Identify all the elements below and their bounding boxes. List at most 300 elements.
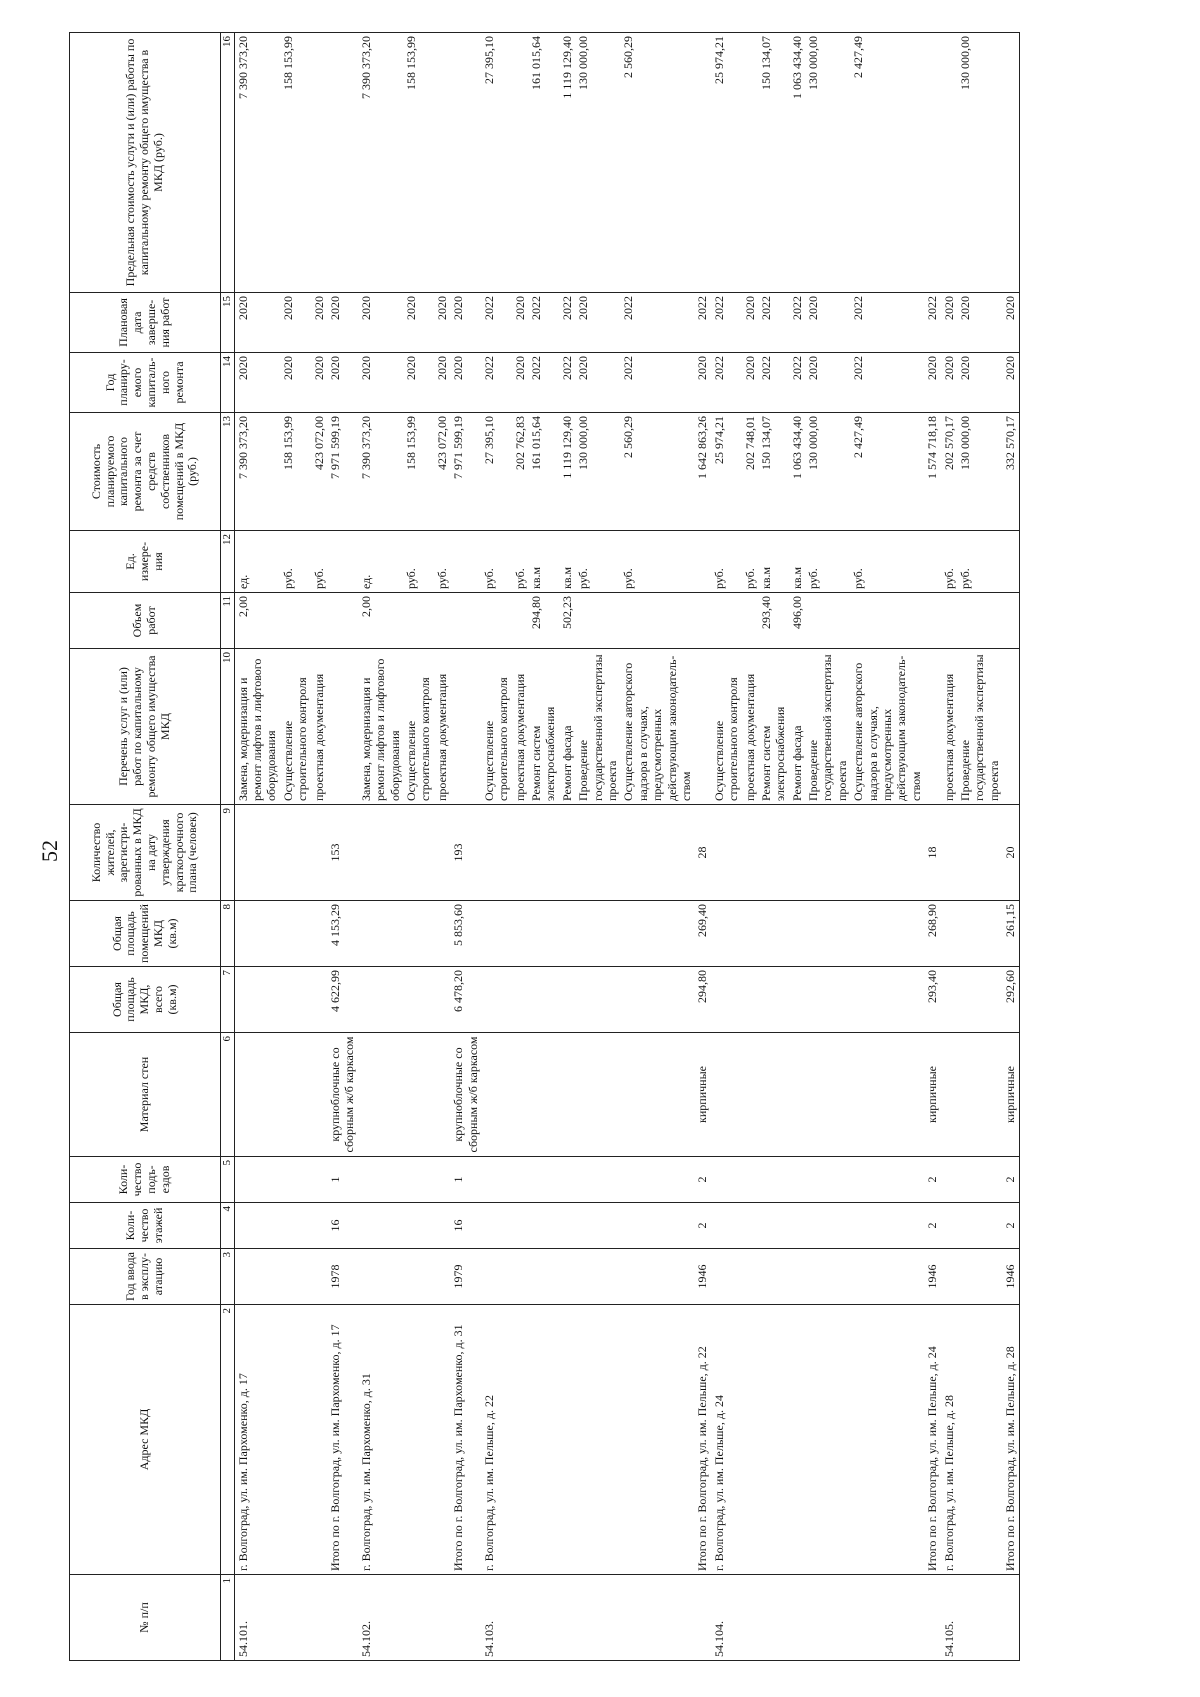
cell-col-14: 2020 xyxy=(1002,353,1019,413)
column-header-2: Адрес МКД xyxy=(70,1305,221,1575)
cell-col-13: 2 560,29 xyxy=(620,413,694,531)
column-number-14: 14 xyxy=(221,353,235,413)
cell-col-6 xyxy=(280,1033,311,1157)
cell-col-15: 2020 xyxy=(434,293,450,353)
cell-col-4 xyxy=(957,1203,1002,1249)
cell-col-14: 2020 xyxy=(327,353,358,413)
cell-col-13: 1 642 863,26 xyxy=(694,413,710,531)
column-number-15: 15 xyxy=(221,293,235,353)
cell-col-11 xyxy=(850,593,924,649)
cell-col-10 xyxy=(694,649,710,805)
cell-col-9 xyxy=(758,805,789,901)
table-row xyxy=(711,33,742,1661)
cell-col-14: 2020 xyxy=(234,353,280,413)
table-row xyxy=(850,33,924,1661)
cell-col-7 xyxy=(941,967,957,1033)
cell-col-5 xyxy=(358,1157,403,1203)
cell-col-8: 261,15 xyxy=(1002,901,1019,967)
cell-col-5 xyxy=(850,1157,924,1203)
cell-col-10: Ремонт систем электроснабжения xyxy=(528,649,559,805)
cell-col-1 xyxy=(742,1575,758,1661)
cell-col-11 xyxy=(620,593,694,649)
cell-col-11 xyxy=(924,593,940,649)
column-number-16: 16 xyxy=(221,33,235,293)
column-number-8: 8 xyxy=(221,901,235,967)
cell-col-13: 158 153,99 xyxy=(280,413,311,531)
cell-col-2: Итого по г. Волгоград, ул. им. Пельше, д. 28 xyxy=(1002,1305,1019,1575)
cell-col-5 xyxy=(620,1157,694,1203)
cell-col-3 xyxy=(311,1249,327,1305)
cell-col-16: 130 000,00 xyxy=(575,33,620,293)
cell-col-10: Осуществление авторского надзора в случаях, предусмотренных действующим законодатель-ством xyxy=(620,649,694,805)
cell-col-9 xyxy=(311,805,327,901)
cell-col-7 xyxy=(789,967,805,1033)
cell-col-8 xyxy=(575,901,620,967)
cell-col-4 xyxy=(742,1203,758,1249)
cell-col-9 xyxy=(941,805,957,901)
cell-col-7: 6 478,20 xyxy=(450,967,481,1033)
cell-col-1 xyxy=(559,1575,575,1661)
cell-col-2: г. Волгоград, ул. им. Пархоменко, д. 31 xyxy=(358,1305,403,1575)
cell-col-11: 294,80 xyxy=(528,593,559,649)
cell-col-12: кв.м xyxy=(559,531,575,593)
cell-col-16: 1 119 129,40 xyxy=(559,33,575,293)
cell-col-15: 2022 xyxy=(620,293,694,353)
cell-col-9 xyxy=(559,805,575,901)
cell-col-10: Ремонт систем электроснабжения xyxy=(758,649,789,805)
cell-col-10 xyxy=(450,649,481,805)
table-row xyxy=(789,33,805,1661)
cell-col-9 xyxy=(403,805,434,901)
cell-col-4: 2 xyxy=(694,1203,710,1249)
cell-col-15: 2022 xyxy=(528,293,559,353)
cell-col-13: 1 063 434,40 xyxy=(789,413,805,531)
cell-col-8: 4 153,29 xyxy=(327,901,358,967)
cell-col-12: кв.м xyxy=(528,531,559,593)
cell-col-14: 2022 xyxy=(528,353,559,413)
cell-col-5 xyxy=(941,1157,957,1203)
cell-col-10: проектная документация xyxy=(434,649,450,805)
cell-col-2 xyxy=(311,1305,327,1575)
total-row xyxy=(327,33,358,1661)
cell-col-15: 2022 xyxy=(758,293,789,353)
cell-col-1 xyxy=(575,1575,620,1661)
column-number-10: 10 xyxy=(221,649,235,805)
cell-col-15: 2020 xyxy=(575,293,620,353)
cell-col-11 xyxy=(694,593,710,649)
header-row xyxy=(70,33,221,1661)
cell-col-2: Итого по г. Волгоград, ул. им. Пельше, д. 24 xyxy=(924,1305,940,1575)
cell-col-3 xyxy=(575,1249,620,1305)
cell-col-7: 292,60 xyxy=(1002,967,1019,1033)
cell-col-15: 2022 xyxy=(711,293,742,353)
cell-col-9 xyxy=(711,805,742,901)
cell-col-9 xyxy=(789,805,805,901)
cell-col-13: 7 971 599,19 xyxy=(327,413,358,531)
cell-col-16: 130 000,00 xyxy=(805,33,850,293)
table-row xyxy=(512,33,528,1661)
cell-col-8 xyxy=(789,901,805,967)
cell-col-3 xyxy=(850,1249,924,1305)
cell-col-6 xyxy=(957,1033,1002,1157)
cell-col-14: 2020 xyxy=(694,353,710,413)
cell-col-14: 2020 xyxy=(280,353,311,413)
cell-col-4 xyxy=(358,1203,403,1249)
column-number-4: 4 xyxy=(221,1203,235,1249)
cell-col-2 xyxy=(528,1305,559,1575)
table-row xyxy=(311,33,327,1661)
cell-col-7 xyxy=(311,967,327,1033)
cell-col-1 xyxy=(434,1575,450,1661)
cell-col-13: 2 427,49 xyxy=(850,413,924,531)
cell-col-11: 2,00 xyxy=(358,593,403,649)
cell-col-10: Замена, модернизация и ремонт лифтов и лифтового оборудования xyxy=(234,649,280,805)
cell-col-11 xyxy=(742,593,758,649)
cell-col-10: Ремонт фасада xyxy=(559,649,575,805)
cell-col-15: 2022 xyxy=(789,293,805,353)
cell-col-6 xyxy=(850,1033,924,1157)
cell-col-9 xyxy=(481,805,512,901)
cell-col-6 xyxy=(758,1033,789,1157)
cell-col-13: 161 015,64 xyxy=(528,413,559,531)
cell-col-11 xyxy=(711,593,742,649)
cell-col-12: руб. xyxy=(575,531,620,593)
cell-col-11: 293,40 xyxy=(758,593,789,649)
cell-col-3 xyxy=(957,1249,1002,1305)
cell-col-12: руб. xyxy=(512,531,528,593)
cell-col-3 xyxy=(234,1249,280,1305)
column-header-14: Год планиру-емого капиталь-ного ремонта xyxy=(70,353,221,413)
cell-col-6 xyxy=(528,1033,559,1157)
cell-col-13: 27 395,10 xyxy=(481,413,512,531)
cell-col-9 xyxy=(850,805,924,901)
cell-col-12: руб. xyxy=(311,531,327,593)
cell-col-2 xyxy=(403,1305,434,1575)
cell-col-9: 28 xyxy=(694,805,710,901)
cell-col-6 xyxy=(358,1033,403,1157)
column-header-3: Год ввода в эксплу-атацию xyxy=(70,1249,221,1305)
cell-col-3: 1978 xyxy=(327,1249,358,1305)
cell-col-6: кирпичные xyxy=(924,1033,940,1157)
cell-col-8: 269,40 xyxy=(694,901,710,967)
column-number-13: 13 xyxy=(221,413,235,531)
cell-col-2 xyxy=(850,1305,924,1575)
cell-col-16 xyxy=(434,33,450,293)
cell-col-1 xyxy=(957,1575,1002,1661)
cell-col-13: 25 974,21 xyxy=(711,413,742,531)
table-row xyxy=(957,33,1002,1661)
cell-col-9 xyxy=(575,805,620,901)
cell-col-5: 1 xyxy=(450,1157,481,1203)
cell-col-1 xyxy=(403,1575,434,1661)
cell-col-4 xyxy=(941,1203,957,1249)
cell-col-5 xyxy=(575,1157,620,1203)
cell-col-4 xyxy=(789,1203,805,1249)
total-row xyxy=(924,33,940,1661)
cell-col-12: руб. xyxy=(742,531,758,593)
cell-col-14: 2020 xyxy=(450,353,481,413)
cell-col-3 xyxy=(403,1249,434,1305)
cell-col-11 xyxy=(327,593,358,649)
cell-col-6 xyxy=(403,1033,434,1157)
cell-col-3 xyxy=(620,1249,694,1305)
cell-col-5: 2 xyxy=(694,1157,710,1203)
cell-col-10: Проведение государственной экспертизы проекта xyxy=(957,649,1002,805)
table-row xyxy=(528,33,559,1661)
cell-col-8 xyxy=(358,901,403,967)
cell-col-14: 2020 xyxy=(924,353,940,413)
cell-col-5 xyxy=(403,1157,434,1203)
cell-col-11 xyxy=(311,593,327,649)
capital-repair-table xyxy=(69,32,1020,1661)
cell-col-7 xyxy=(512,967,528,1033)
cell-col-4 xyxy=(403,1203,434,1249)
cell-col-16 xyxy=(311,33,327,293)
cell-col-1 xyxy=(694,1575,710,1661)
column-header-6: Материал стен xyxy=(70,1033,221,1157)
cell-col-11 xyxy=(1002,593,1019,649)
column-header-13: Стоимость планируемого капитального ремонта за счет средств собственников помещений в МКД (руб.) xyxy=(70,413,221,531)
cell-col-9: 20 xyxy=(1002,805,1019,901)
cell-col-12: руб. xyxy=(941,531,957,593)
cell-col-12: руб. xyxy=(805,531,850,593)
cell-col-16: 27 395,10 xyxy=(481,33,512,293)
cell-col-3 xyxy=(805,1249,850,1305)
cell-col-16 xyxy=(941,33,957,293)
cell-col-2 xyxy=(805,1305,850,1575)
cell-col-6: кирпичные xyxy=(694,1033,710,1157)
cell-col-8 xyxy=(311,901,327,967)
cell-col-7 xyxy=(805,967,850,1033)
cell-col-3 xyxy=(711,1249,742,1305)
cell-col-10: Проведение государственной экспертизы проекта xyxy=(575,649,620,805)
cell-col-1 xyxy=(758,1575,789,1661)
cell-col-13: 1 574 718,18 xyxy=(924,413,940,531)
cell-col-8 xyxy=(512,901,528,967)
cell-col-1 xyxy=(327,1575,358,1661)
cell-col-7 xyxy=(358,967,403,1033)
cell-col-2: г. Волгоград, ул. им. Пельше, д. 28 xyxy=(941,1305,957,1575)
cell-col-1 xyxy=(1002,1575,1019,1661)
cell-col-1: 54.101. xyxy=(234,1575,280,1661)
cell-col-7 xyxy=(280,967,311,1033)
column-header-11: Объем работ xyxy=(70,593,221,649)
cell-col-12: ед. xyxy=(234,531,280,593)
cell-col-7 xyxy=(403,967,434,1033)
cell-col-9 xyxy=(957,805,1002,901)
cell-col-3: 1946 xyxy=(694,1249,710,1305)
cell-col-14: 2022 xyxy=(481,353,512,413)
table-row xyxy=(234,33,280,1661)
cell-col-4 xyxy=(758,1203,789,1249)
cell-col-12 xyxy=(924,531,940,593)
cell-col-14: 2020 xyxy=(742,353,758,413)
cell-col-13: 150 134,07 xyxy=(758,413,789,531)
cell-col-6 xyxy=(559,1033,575,1157)
cell-col-3: 1946 xyxy=(924,1249,940,1305)
cell-col-8 xyxy=(711,901,742,967)
cell-col-13: 7 390 373,20 xyxy=(358,413,403,531)
cell-col-8: 5 853,60 xyxy=(450,901,481,967)
cell-col-5 xyxy=(805,1157,850,1203)
cell-col-3 xyxy=(758,1249,789,1305)
cell-col-16: 25 974,21 xyxy=(711,33,742,293)
cell-col-1: 54.103. xyxy=(481,1575,512,1661)
cell-col-5 xyxy=(280,1157,311,1203)
cell-col-2 xyxy=(559,1305,575,1575)
cell-col-7 xyxy=(711,967,742,1033)
cell-col-10 xyxy=(327,649,358,805)
cell-col-13: 202 570,17 xyxy=(941,413,957,531)
cell-col-10: проектная документация xyxy=(311,649,327,805)
cell-col-5 xyxy=(311,1157,327,1203)
cell-col-1 xyxy=(512,1575,528,1661)
cell-col-15: 2022 xyxy=(481,293,512,353)
cell-col-2 xyxy=(620,1305,694,1575)
cell-col-16: 150 134,07 xyxy=(758,33,789,293)
cell-col-10: Осуществление строительного контроля xyxy=(280,649,311,805)
cell-col-4 xyxy=(711,1203,742,1249)
cell-col-16 xyxy=(742,33,758,293)
cell-col-1 xyxy=(311,1575,327,1661)
cell-col-14: 2022 xyxy=(789,353,805,413)
cell-col-16: 2 560,29 xyxy=(620,33,694,293)
cell-col-10: Осуществление строительного контроля xyxy=(481,649,512,805)
cell-col-14: 2022 xyxy=(620,353,694,413)
cell-col-8 xyxy=(528,901,559,967)
cell-col-8: 268,90 xyxy=(924,901,940,967)
cell-col-10: Замена, модернизация и ремонт лифтов и лифтового оборудования xyxy=(358,649,403,805)
cell-col-2 xyxy=(280,1305,311,1575)
cell-col-14: 2020 xyxy=(434,353,450,413)
cell-col-2 xyxy=(512,1305,528,1575)
cell-col-12: руб. xyxy=(481,531,512,593)
cell-col-8 xyxy=(234,901,280,967)
cell-col-6 xyxy=(575,1033,620,1157)
cell-col-7 xyxy=(528,967,559,1033)
cell-col-15: 2020 xyxy=(1002,293,1019,353)
table-body xyxy=(234,33,1019,1661)
column-header-10: Перечень услуг и (или) работ по капитальному ремонту общего имущества МКД xyxy=(70,649,221,805)
cell-col-5 xyxy=(528,1157,559,1203)
table-row xyxy=(403,33,434,1661)
cell-col-7 xyxy=(481,967,512,1033)
cell-col-3 xyxy=(358,1249,403,1305)
cell-col-15: 2020 xyxy=(327,293,358,353)
table-row xyxy=(805,33,850,1661)
cell-col-15: 2020 xyxy=(805,293,850,353)
cell-col-6 xyxy=(789,1033,805,1157)
cell-col-11: 496,00 xyxy=(789,593,805,649)
cell-col-3 xyxy=(559,1249,575,1305)
cell-col-6: крупноблочные со сборным ж/б каркасом xyxy=(327,1033,358,1157)
cell-col-14: 2020 xyxy=(957,353,1002,413)
cell-col-9: 193 xyxy=(450,805,481,901)
cell-col-12: руб. xyxy=(850,531,924,593)
cell-col-10: проектная документация xyxy=(512,649,528,805)
cell-col-1: 54.104. xyxy=(711,1575,742,1661)
cell-col-4 xyxy=(575,1203,620,1249)
cell-col-11 xyxy=(434,593,450,649)
cell-col-14: 2020 xyxy=(403,353,434,413)
cell-col-3 xyxy=(528,1249,559,1305)
table-row xyxy=(941,33,957,1661)
cell-col-5 xyxy=(957,1157,1002,1203)
cell-col-8 xyxy=(941,901,957,967)
cell-col-11 xyxy=(512,593,528,649)
cell-col-16: 130 000,00 xyxy=(957,33,1002,293)
table-row xyxy=(742,33,758,1661)
cell-col-9 xyxy=(512,805,528,901)
cell-col-16: 2 427,49 xyxy=(850,33,924,293)
cell-col-6 xyxy=(941,1033,957,1157)
cell-col-16 xyxy=(512,33,528,293)
cell-col-12: кв.м xyxy=(789,531,805,593)
cell-col-3: 1979 xyxy=(450,1249,481,1305)
cell-col-3 xyxy=(941,1249,957,1305)
cell-col-6 xyxy=(234,1033,280,1157)
cell-col-2 xyxy=(789,1305,805,1575)
cell-col-3 xyxy=(280,1249,311,1305)
cell-col-4 xyxy=(512,1203,528,1249)
cell-col-4 xyxy=(481,1203,512,1249)
cell-col-10: Осуществление авторского надзора в случаях, предусмотренных действующим законодатель-ством xyxy=(850,649,924,805)
table-row xyxy=(758,33,789,1661)
cell-col-6 xyxy=(434,1033,450,1157)
cell-col-9: 153 xyxy=(327,805,358,901)
cell-col-14: 2022 xyxy=(850,353,924,413)
table-row xyxy=(280,33,311,1661)
column-number-2: 2 xyxy=(221,1305,235,1575)
cell-col-8 xyxy=(403,901,434,967)
cell-col-4 xyxy=(280,1203,311,1249)
cell-col-10: Ремонт фасада xyxy=(789,649,805,805)
cell-col-14: 2020 xyxy=(358,353,403,413)
cell-col-3 xyxy=(742,1249,758,1305)
cell-col-2 xyxy=(575,1305,620,1575)
cell-col-13: 7 971 599,19 xyxy=(450,413,481,531)
cell-col-5: 2 xyxy=(924,1157,940,1203)
cell-col-1 xyxy=(450,1575,481,1661)
cell-col-13: 202 748,01 xyxy=(742,413,758,531)
cell-col-4 xyxy=(559,1203,575,1249)
cell-col-15: 2020 xyxy=(311,293,327,353)
cell-col-7: 293,40 xyxy=(924,967,940,1033)
cell-col-12 xyxy=(450,531,481,593)
column-number-3: 3 xyxy=(221,1249,235,1305)
cell-col-15: 2022 xyxy=(559,293,575,353)
cell-col-4 xyxy=(234,1203,280,1249)
cell-col-3 xyxy=(512,1249,528,1305)
cell-col-8 xyxy=(850,901,924,967)
cell-col-15: 2020 xyxy=(234,293,280,353)
column-number-11: 11 xyxy=(221,593,235,649)
cell-col-8 xyxy=(280,901,311,967)
cell-col-5 xyxy=(758,1157,789,1203)
cell-col-7 xyxy=(742,967,758,1033)
cell-col-6 xyxy=(805,1033,850,1157)
cell-col-7 xyxy=(758,967,789,1033)
cell-col-3 xyxy=(481,1249,512,1305)
column-header-16: Предельная стоимость услуги и (или) работы по капитальному ремонту общего имущества в МКД (руб.) xyxy=(70,33,221,293)
cell-col-16: 1 063 434,40 xyxy=(789,33,805,293)
cell-col-12 xyxy=(694,531,710,593)
table-row xyxy=(358,33,403,1661)
column-number-6: 6 xyxy=(221,1033,235,1157)
cell-col-7: 4 622,99 xyxy=(327,967,358,1033)
cell-col-10 xyxy=(1002,649,1019,805)
cell-col-2 xyxy=(742,1305,758,1575)
